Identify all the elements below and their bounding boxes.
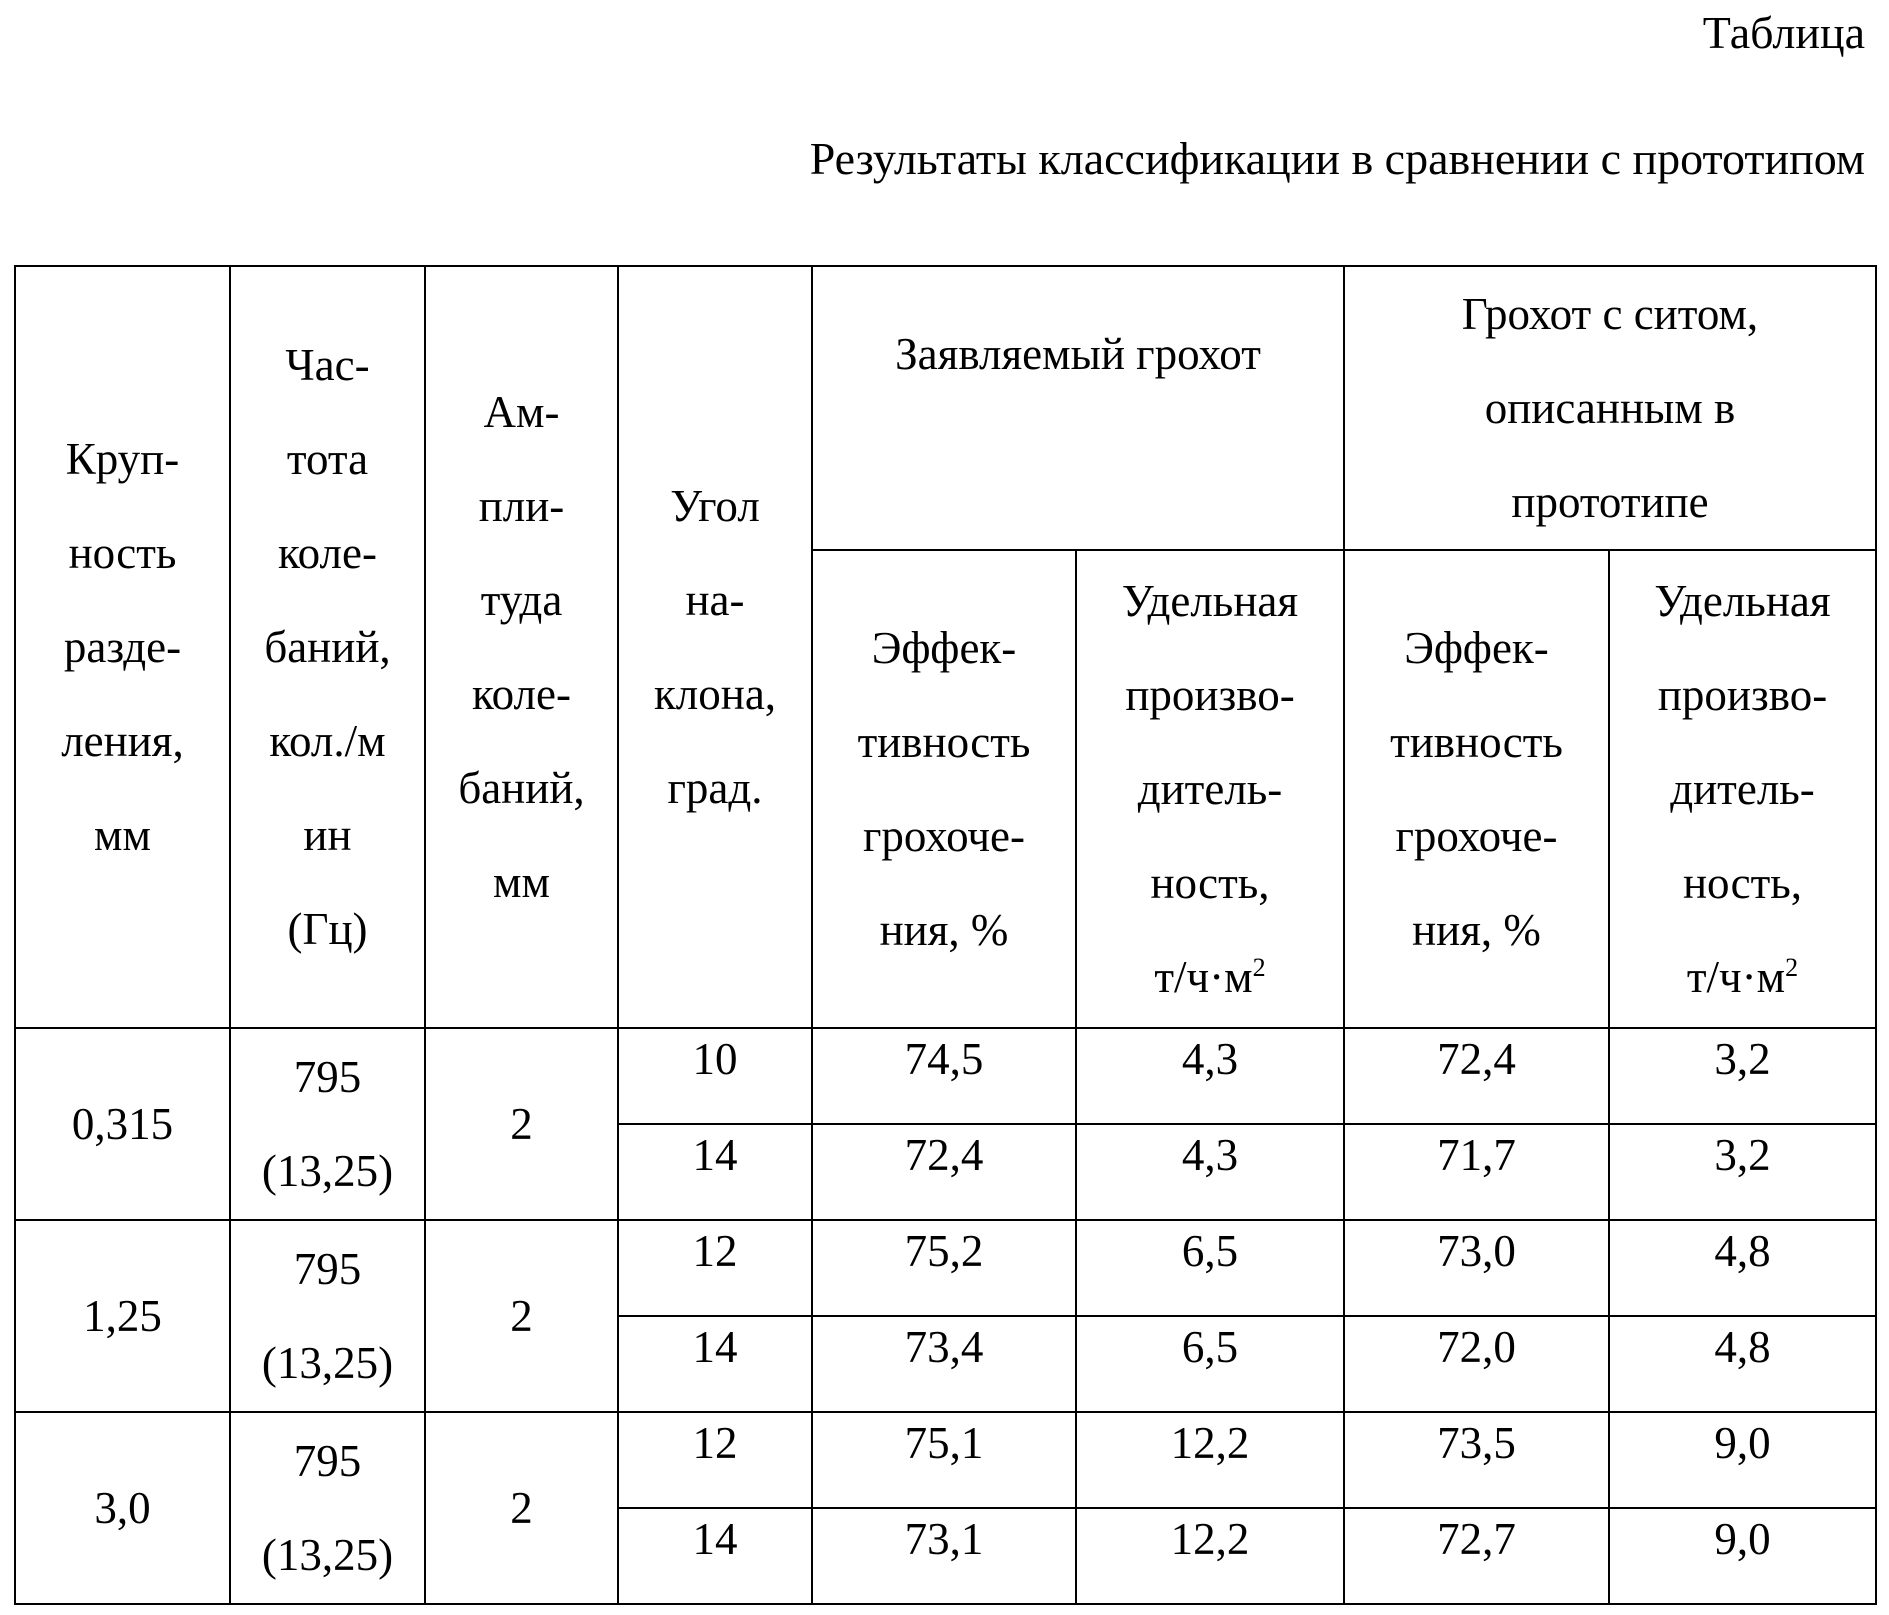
cell-efficiency-proto: 72,4 (1344, 1028, 1609, 1124)
cell-frequency-freq: 795 (293, 1244, 362, 1294)
header-line: баний, (458, 763, 585, 813)
table-row (15, 1028, 1876, 1124)
header-efficiency-proto (1344, 550, 1609, 1028)
header-line: Круп- (65, 434, 180, 484)
header-line: пли- (478, 481, 565, 531)
header-productivity-proto (1609, 550, 1876, 1028)
cell-efficiency-proto: 72,0 (1344, 1316, 1609, 1412)
header-line: Удельная (1121, 576, 1299, 626)
cell-productivity-claimed: 12,2 (1076, 1508, 1344, 1604)
cell-efficiency-claimed: 73,4 (812, 1316, 1076, 1412)
cell-frequency (230, 1412, 425, 1604)
cell-productivity-claimed: 12,2 (1076, 1412, 1344, 1508)
table-title: Результаты классификации в сравнении с прототипом (809, 133, 1865, 184)
cell-productivity-proto: 3,2 (1609, 1028, 1876, 1124)
header-line: тота (286, 434, 369, 484)
table-row (15, 1220, 1876, 1316)
cell-amplitude: 2 (425, 1028, 618, 1220)
header-line: грохоче- (1395, 811, 1558, 861)
header-line: ления, (61, 716, 184, 766)
header-line: ность, (1682, 858, 1803, 908)
header-line: дитель- (1670, 764, 1815, 814)
cell-amplitude: 2 (425, 1412, 618, 1604)
cell-angle: 14 (618, 1316, 812, 1412)
header-line: Удельная (1654, 576, 1831, 626)
unit-text: т/ч·м (1686, 952, 1786, 1002)
header-line: Угол (670, 481, 760, 531)
cell-efficiency-proto: 73,0 (1344, 1220, 1609, 1316)
cell-frequency-hz: (13,25) (261, 1338, 394, 1388)
cell-size: 1,25 (15, 1220, 230, 1412)
header-line: Ам- (483, 387, 560, 437)
cell-productivity-proto: 4,8 (1609, 1220, 1876, 1316)
cell-productivity-proto: 4,8 (1609, 1316, 1876, 1412)
table-row (15, 1412, 1876, 1508)
header-claimed: Заявляемый грохот (812, 266, 1344, 550)
cell-efficiency-claimed: 74,5 (812, 1028, 1076, 1124)
cell-efficiency-proto: 72,7 (1344, 1508, 1609, 1604)
cell-angle: 12 (618, 1220, 812, 1316)
header-frequency (230, 266, 425, 1028)
cell-angle: 14 (618, 1508, 812, 1604)
cell-amplitude: 2 (425, 1220, 618, 1412)
header-line: коле- (278, 528, 377, 578)
header-line: Час- (285, 340, 370, 390)
cell-efficiency-claimed: 75,1 (812, 1412, 1076, 1508)
cell-angle: 12 (618, 1412, 812, 1508)
header-line: тивность (857, 717, 1031, 767)
results-table (14, 265, 1877, 1605)
cell-frequency (230, 1028, 425, 1220)
table-caption: Таблица (1702, 7, 1865, 58)
header-angle (618, 266, 812, 1028)
cell-frequency (230, 1220, 425, 1412)
cell-productivity-claimed: 4,3 (1076, 1028, 1344, 1124)
cell-productivity-claimed: 4,3 (1076, 1124, 1344, 1220)
cell-efficiency-claimed: 75,2 (812, 1220, 1076, 1316)
header-line: произво- (1657, 670, 1828, 720)
header-line: клона, (653, 669, 777, 719)
cell-productivity-proto: 9,0 (1609, 1508, 1876, 1604)
cell-frequency-freq: 795 (293, 1052, 362, 1102)
cell-angle: 14 (618, 1124, 812, 1220)
cell-size: 0,315 (15, 1028, 230, 1220)
header-line: (Гц) (287, 904, 368, 954)
cell-productivity-claimed: 6,5 (1076, 1316, 1344, 1412)
header-line: Грохот с ситом, (1461, 289, 1759, 339)
header-line: град. (667, 763, 763, 813)
cell-size: 3,0 (15, 1412, 230, 1604)
header-line: дитель- (1137, 764, 1283, 814)
header-line: туда (480, 575, 563, 625)
cell-efficiency-claimed: 73,1 (812, 1508, 1076, 1604)
unit-text: т/ч·м (1154, 952, 1253, 1002)
header-line: грохоче- (862, 811, 1026, 861)
header-prototype (1344, 266, 1876, 550)
header-line: ния, % (879, 905, 1009, 955)
cell-frequency-hz: (13,25) (261, 1530, 394, 1580)
header-line: разде- (63, 622, 182, 672)
header-line: мм (493, 857, 550, 907)
header-line: произво- (1125, 670, 1295, 720)
header-productivity-claimed (1076, 550, 1344, 1028)
cell-efficiency-proto: 71,7 (1344, 1124, 1609, 1220)
cell-frequency-hz: (13,25) (261, 1146, 394, 1196)
header-line: ин (303, 810, 352, 860)
cell-angle: 10 (618, 1028, 812, 1124)
header-amplitude (425, 266, 618, 1028)
header-size (15, 266, 230, 1028)
unit-exponent: 2 (1785, 953, 1799, 982)
header-line: баний, (264, 622, 391, 672)
unit-exponent: 2 (1252, 953, 1266, 982)
header-line: ния, % (1412, 905, 1541, 955)
header-line: кол./м (269, 716, 386, 766)
header-line: мм (94, 810, 151, 860)
header-line: ность (68, 528, 177, 578)
header-efficiency-claimed (812, 550, 1076, 1028)
cell-frequency-freq: 795 (293, 1436, 362, 1486)
header-line: тивность (1390, 717, 1563, 767)
header-line: ность, (1150, 858, 1270, 908)
header-line: описанным в (1484, 383, 1736, 433)
header-line: на- (685, 575, 745, 625)
header-line: прототипе (1511, 477, 1709, 527)
cell-efficiency-claimed: 72,4 (812, 1124, 1076, 1220)
cell-productivity-claimed: 6,5 (1076, 1220, 1344, 1316)
header-line: коле- (472, 669, 571, 719)
cell-efficiency-proto: 73,5 (1344, 1412, 1609, 1508)
cell-productivity-proto: 9,0 (1609, 1412, 1876, 1508)
header-line: Эффек- (1404, 623, 1549, 673)
header-line: Эффек- (871, 623, 1017, 673)
cell-productivity-proto: 3,2 (1609, 1124, 1876, 1220)
